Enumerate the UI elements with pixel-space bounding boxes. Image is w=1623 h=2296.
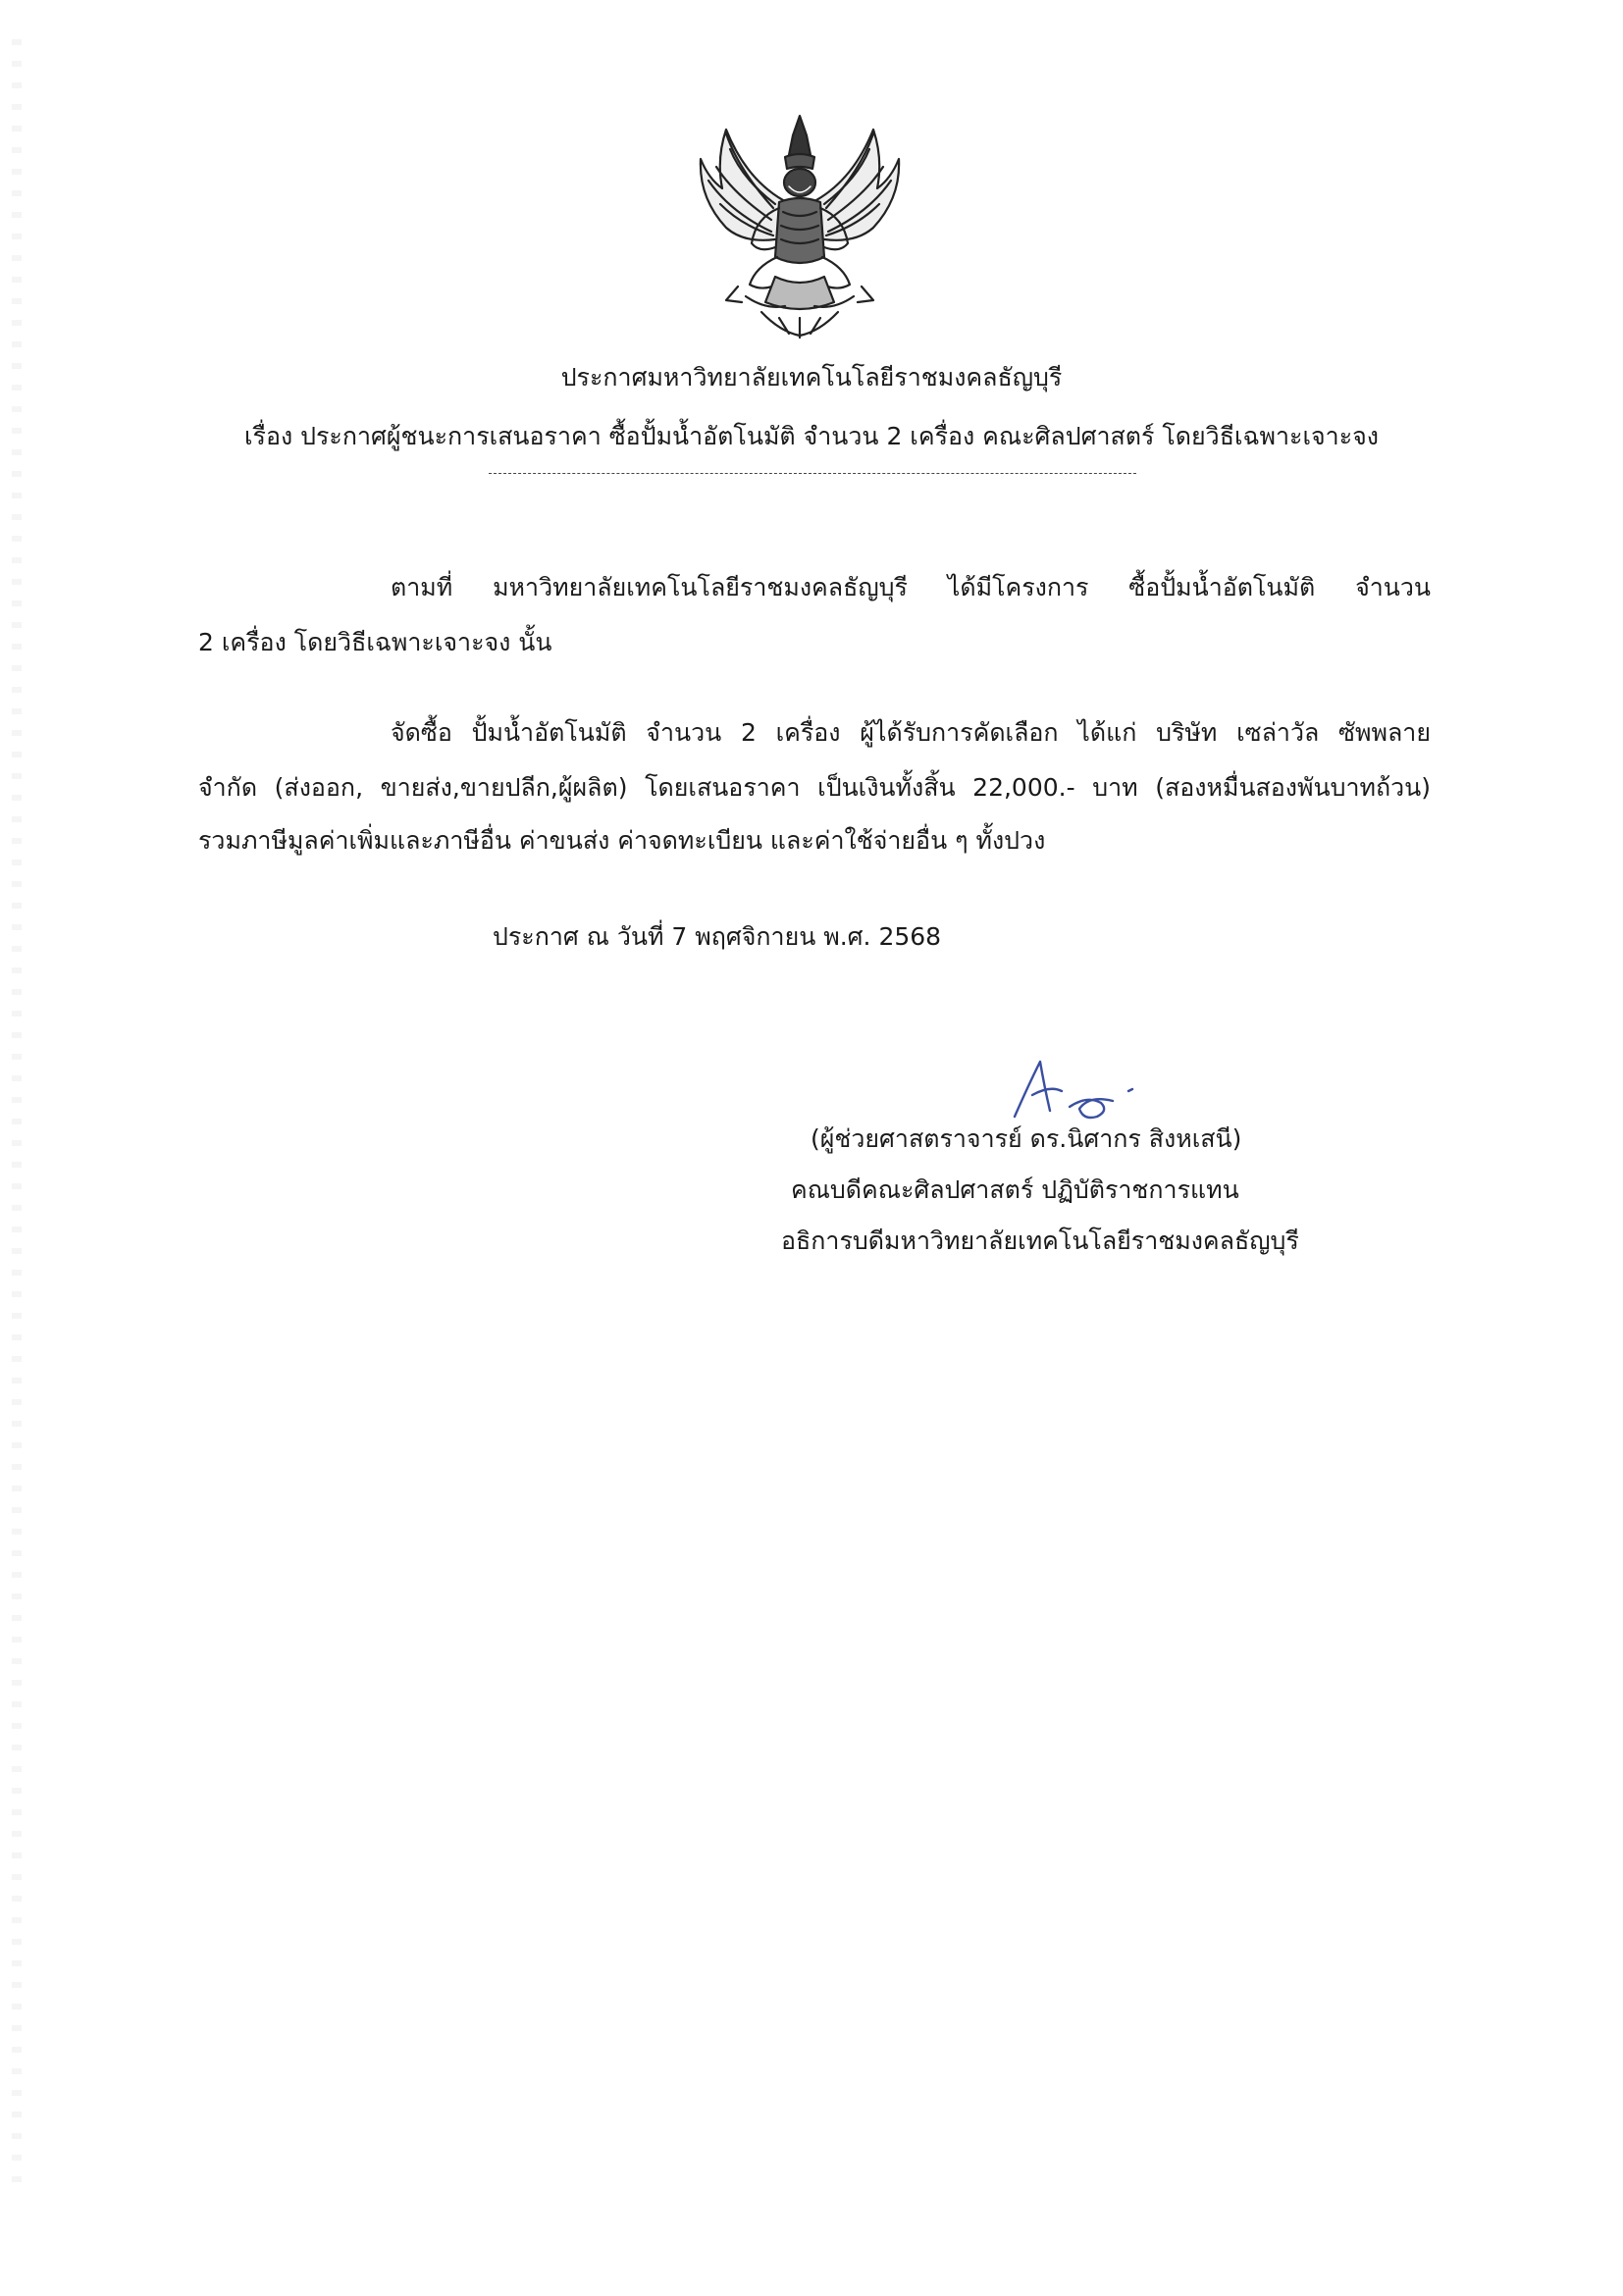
signer-name: (ผู้ช่วยศาสตราจารย์ ดร.นิศากร สิงหเสนี)	[811, 1124, 1242, 1153]
paragraph-2-line-3: รวมภาษีมูลค่าเพิ่มและภาษีอื่น ค่าขนส่ง ค่าจดทะเบียน และค่าใช้จ่ายอื่น ๆ ทั้งปวง	[198, 826, 1046, 855]
paragraph-2-line-1: จัดซื้อ ปั้มน้ำอัตโนมัติ จำนวน 2 เครื่อง ผู้ได้รับการคัดเลือก ได้แก่ บริษัท เซล่าวัล ซัพพลาย	[391, 718, 1431, 747]
separator-line	[489, 473, 1136, 474]
announcement-subject: เรื่อง ประกาศผู้ชนะการเสนอราคา ซื้อปั้มน้ำอัตโนมัติ จำนวน 2 เครื่อง คณะศิลปศาสตร์ โดยวิธีเฉพาะเจาะจง	[243, 422, 1379, 450]
paragraph-2-line-2: จำกัด (ส่งออก, ขายส่ง,ขายปลีก,ผู้ผลิต) โดยเสนอราคา เป็นเงินทั้งสิ้น 22,000.- บาท (สองหมื่นสองพันบาทถ้วน)	[198, 773, 1431, 802]
announcement-date: ประกาศ ณ วันที่ 7 พฤศจิกายน พ.ศ. 2568	[493, 922, 942, 951]
handwritten-signature	[1011, 1056, 1187, 1124]
paragraph-1-line-2: 2 เครื่อง โดยวิธีเฉพาะเจาะจง นั้น	[198, 628, 552, 656]
signer-position-1: คณบดีคณะศิลปศาสตร์ ปฏิบัติราชการแทน	[791, 1175, 1239, 1204]
paragraph-1-line-1: ตามที่ มหาวิทยาลัยเทคโนโลยีราชมงคลธัญบุรี ได้มีโครงการ ซื้อปั้มน้ำอัตโนมัติ จำนวน	[391, 573, 1431, 601]
announcement-title: ประกาศมหาวิทยาลัยเทคโนโลยีราชมงคลธัญบุรี	[560, 363, 1063, 391]
signer-position-2: อธิการบดีมหาวิทยาลัยเทคโนโลยีราชมงคลธัญบุรี	[781, 1226, 1299, 1255]
garuda-emblem-icon	[687, 110, 913, 341]
